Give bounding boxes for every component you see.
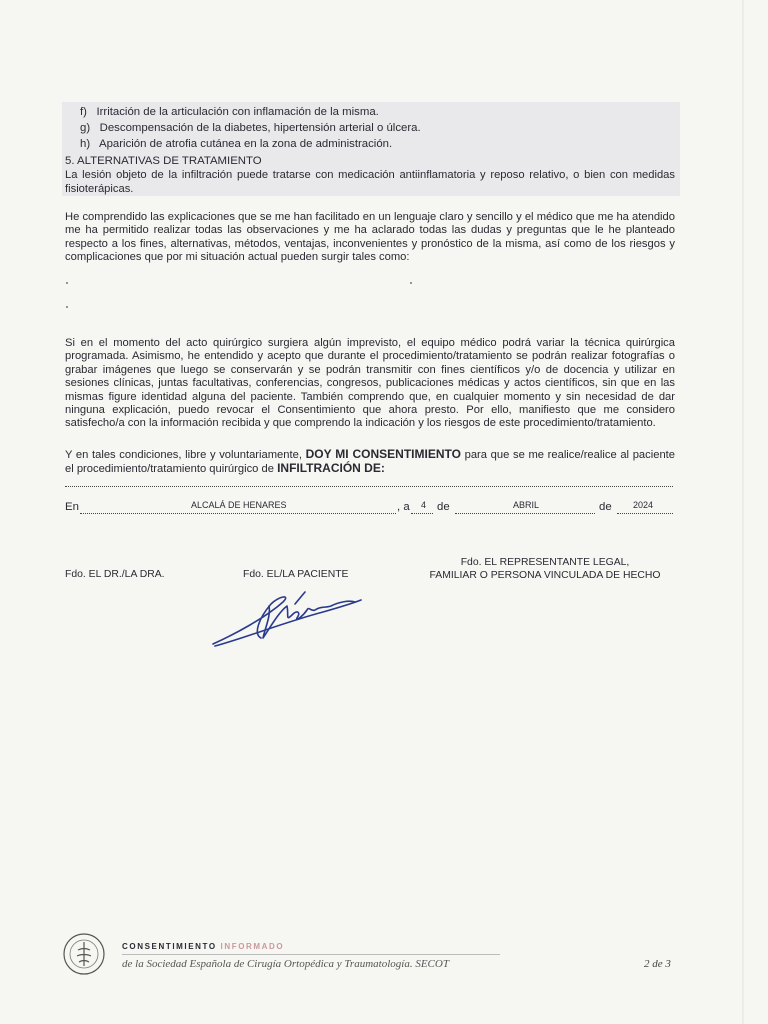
risk-list [80,104,670,152]
month-dots [455,513,595,514]
section-title: 5. ALTERNATIVAS DE TRATAMIENTO [65,155,262,167]
day-value: 4 [421,500,427,510]
handwritten-signature [205,582,365,652]
month-value: ABRIL [513,500,540,510]
year-dots [617,513,673,514]
list-item: f) Irritación de la articulación con inflamación de la misma. [80,106,379,118]
place-value: ALCALÁ DE HENARES [191,500,287,510]
day-dots [411,513,433,514]
representative-line: Fdo. EL REPRESENTANTE LEGAL, [460,557,630,568]
page-number: 2 de 3 [644,958,671,970]
brand-word: CONSENTIMIENTO [122,942,217,951]
consent-text: para que se me realice/realice al paciente el procedimiento/tratamiento quirúrgico de [65,449,675,476]
scan-speck [410,282,412,284]
scan-speck [66,306,68,308]
representative-line: FAMILIAR O PERSONA VINCULADA DE HECHO [429,570,661,581]
footer-brand [122,942,284,951]
de-label: de [437,501,450,513]
paragraph-understood: He comprendido las explicaciones que se me han facilitado en un lenguaje claro y sencillo y el médico que me ha atendido me ha permitido realizar todas las observaciones y me ha aclarado todas las dudas y preguntas que le he planteado respecto a los fines, alternativas, métodos, ventajas, inconvenientes y pronóstico de la misma, así como de los riesgos y complicaciones que por mi situación actual pueden surgir tales como: [65,211,675,264]
year-value: 2024 [633,500,654,510]
list-item: h) Aparición de atrofia cutánea en la zona de administración. [80,138,393,150]
patient-signature-label: Fdo. EL/LA PACIENTE [243,569,349,580]
brand-word-highlight: INFORMADO [220,942,285,951]
list-item: g) Descompensación de la diabetes, hipertensión arterial o úlcera. [80,122,421,134]
doctor-signature-label: Fdo. EL DR./LA DRA. [65,569,165,580]
procedure-dotted-line [65,486,673,487]
representative-signature-label [425,556,665,582]
place-date-row [65,498,675,518]
a-label: , a [397,501,410,513]
en-label: En [65,501,79,513]
consent-bold: DOY MI CONSENTIMIENTO [305,447,461,461]
procedure-label: INFILTRACIÓN DE: [277,461,385,476]
scan-speck [66,282,68,284]
consent-statement [65,448,675,477]
footer-rule [122,954,500,955]
secot-seal-icon [62,932,106,976]
consent-text: Y en tales condiciones, libre y voluntariamente, [65,449,306,461]
place-dots [80,513,396,514]
scan-edge [742,0,744,1024]
footer-subtitle: de la Sociedad Española de Cirugía Ortopédica y Traumatología. SECOT [122,958,449,970]
footer [60,932,700,982]
section-body: La lesión objeto de la infiltración puede tratarse con medicación antiinflamatoria y reposo relativo, o bien con medidas fisioterápicas. [65,169,675,195]
de-label: de [599,501,612,513]
paragraph-surgery: Si en el momento del acto quirúrgico surgiera algún imprevisto, el equipo médico podrá variar la técnica quirúrgica programada. Asimismo, he entendido y acepto que durante el procedimiento/tratamiento se podrán realizar fotografías o grabar imágenes que luego se conservarán y se podrán transmitir con fines científicos y/o de docencia y utilizar en sesiones clínicas, juntas facultativas, conferencias, congresos, publicaciones médicas y actos científicos, sin que en las mismas figure identidad alguna del paciente. También comprendo que, en cualquier momento y sin necesidad de dar ninguna explicación, puedo revocar el Consentimiento que ahora presto. Por ello, manifiesto que me considero satisfecho/a con la información recibida y que comprendo la indicación y los riesgos de este procedimiento/tratamiento. [65,337,675,430]
